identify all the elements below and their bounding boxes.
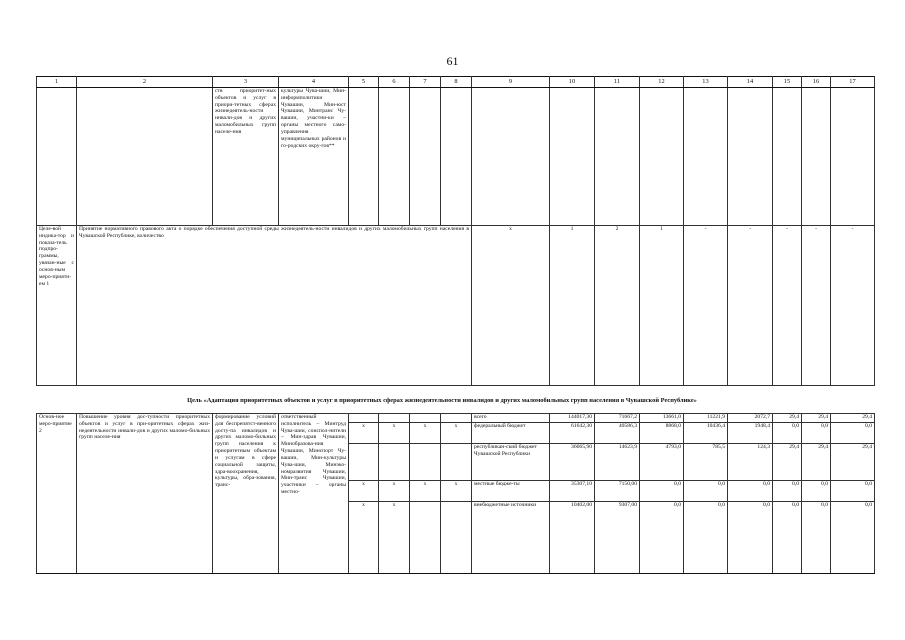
column-number: 13 bbox=[684, 77, 728, 88]
funding-value: 9307,00 bbox=[595, 502, 640, 574]
column-number: 17 bbox=[831, 77, 875, 88]
funding-value: 8868,0 bbox=[640, 423, 684, 444]
funding-source-name: внебюджетные источники bbox=[472, 502, 550, 574]
funding-value: 0,0 bbox=[728, 481, 773, 502]
indicator-value: - bbox=[831, 226, 875, 386]
column-number: 6 bbox=[379, 77, 410, 88]
column-number-row bbox=[37, 77, 875, 88]
column-number: 5 bbox=[349, 77, 379, 88]
funding-value: 0,0 bbox=[773, 502, 802, 574]
code-cell: х bbox=[441, 481, 472, 502]
funding-value: 29,4 bbox=[773, 444, 802, 481]
table-cell bbox=[773, 88, 802, 226]
code-cell bbox=[349, 444, 379, 481]
code-cell: х bbox=[379, 481, 410, 502]
code-cell bbox=[441, 414, 472, 423]
funding-value: 14623,9 bbox=[595, 444, 640, 481]
funding-value: 36665,90 bbox=[550, 444, 595, 481]
column-number: 16 bbox=[802, 77, 831, 88]
code-cell: х bbox=[379, 423, 410, 444]
activity-result-text: формирование условий для беспрепятст-венного досту-па инвалидов и других маломо-бильных групп населения к приоритетным объектам и услугам в сфере социальной защиты, здра-воохранения, культуры, обра-зования, транс- bbox=[213, 414, 279, 574]
table-cell bbox=[349, 88, 379, 226]
funding-value: 0,0 bbox=[684, 502, 728, 574]
column-number: 8 bbox=[441, 77, 472, 88]
activity-name: Повышение уровня дос-тупности приоритетных объектов и услуг в при-оритетных сферах жиз-недеятельности инвали-дов и других маломо-бильных групп населе-ния bbox=[77, 414, 213, 574]
code-cell bbox=[410, 444, 441, 481]
funding-value: 124,3 bbox=[728, 444, 773, 481]
activity-result-text: ств приоритет-ных объектов и услуг в приори-тетных сферах жизнедеятель-ности инвали-дов и других маломобильных групп населе-ния bbox=[213, 88, 279, 226]
table-cell bbox=[640, 88, 684, 226]
funding-value: 29,4 bbox=[831, 444, 875, 481]
funding-value: 29,4 bbox=[831, 414, 875, 423]
table-cell bbox=[379, 88, 410, 226]
funding-value: 1948,4 bbox=[728, 423, 773, 444]
funding-value: 0,0 bbox=[728, 502, 773, 574]
code-cell: х bbox=[349, 423, 379, 444]
code-cell bbox=[441, 444, 472, 481]
funding-source-name: местные бюдже-ты bbox=[472, 481, 550, 502]
indicator-value: 1 bbox=[550, 226, 595, 386]
funding-value: 0,0 bbox=[640, 502, 684, 574]
goal-caption: Цель «Адаптация приоритетных объектов и услуг в приоритетных сферах жизнедеятельности инвалидов и других маломобильных групп населения в Чувашской Республике» bbox=[187, 397, 697, 404]
indicator-value: - bbox=[684, 226, 728, 386]
funding-value: 10402,00 bbox=[550, 502, 595, 574]
funding-value: 0,0 bbox=[831, 502, 875, 574]
funding-value: 0,0 bbox=[802, 502, 831, 574]
funding-value: 40586,3 bbox=[595, 423, 640, 444]
code-cell: х bbox=[379, 502, 410, 574]
column-number: 12 bbox=[640, 77, 684, 88]
funding-value: 144017,30 bbox=[550, 414, 595, 423]
column-number: 10 bbox=[550, 77, 595, 88]
funding-value: 29,4 bbox=[802, 444, 831, 481]
funding-value: 13661,0 bbox=[640, 414, 684, 423]
funding-value: 71667,2 bbox=[595, 414, 640, 423]
indicator-row bbox=[37, 226, 875, 386]
code-cell: х bbox=[410, 481, 441, 502]
indicator-value: - bbox=[728, 226, 773, 386]
code-cell bbox=[410, 502, 441, 574]
program-table bbox=[36, 76, 875, 386]
funding-value: 10436,4 bbox=[684, 423, 728, 444]
funding-value: 29,4 bbox=[773, 414, 802, 423]
code-cell: х bbox=[349, 481, 379, 502]
executors-text: ответственный исполнитель – Минтруд Чува-шии, соиспол-нители – Мин-здрав Чувашии, Минобразова-ния Чувашии, Минспорт Чу-вашии, Мин-культуры Чува-шии, Минэко-номразвития Чувашии, Мин-транс Чувашии, участники – органы местно- bbox=[279, 414, 349, 574]
code-cell bbox=[379, 414, 410, 423]
column-number: 3 bbox=[213, 77, 279, 88]
indicator-text: Принятие нормативного правового акта о порядке обеспечения доступной среды жизнедеятель-ности инвалидов и других маломобильных групп населения в Чувашской Республике, количество bbox=[77, 226, 472, 386]
indicator-value: 1 bbox=[640, 226, 684, 386]
funding-value: 11221,9 bbox=[684, 414, 728, 423]
funding-value: 7150,00 bbox=[595, 481, 640, 502]
code-cell: х bbox=[410, 423, 441, 444]
table-cell bbox=[37, 88, 77, 226]
table-cell bbox=[595, 88, 640, 226]
funding-value: 0,0 bbox=[802, 481, 831, 502]
code-cell: х bbox=[441, 423, 472, 444]
column-number: 9 bbox=[472, 77, 550, 88]
table-cell bbox=[831, 88, 875, 226]
funding-value: 35307,10 bbox=[550, 481, 595, 502]
activity-table bbox=[36, 413, 875, 574]
code-cell bbox=[441, 502, 472, 574]
column-number: 1 bbox=[37, 77, 77, 88]
funding-value: 61642,30 bbox=[550, 423, 595, 444]
indicator-value: - bbox=[802, 226, 831, 386]
column-number: 11 bbox=[595, 77, 640, 88]
funding-value: 29,4 bbox=[802, 414, 831, 423]
executors-text: культуры Чува-шии, Мин-информполитики Чувашии, Мин-юст Чувашии, Минтранс Чу-вашии, участни-ки – органы местного само-управления муниципальных районов и го-родских окру-гов** bbox=[279, 88, 349, 226]
indicator-value: - bbox=[773, 226, 802, 386]
table-cell bbox=[550, 88, 595, 226]
code-cell bbox=[349, 414, 379, 423]
indicator-value: 2 bbox=[595, 226, 640, 386]
column-number: 15 bbox=[773, 77, 802, 88]
funding-value: 0,0 bbox=[773, 481, 802, 502]
table-cell bbox=[728, 88, 773, 226]
column-number: 4 bbox=[279, 77, 349, 88]
table-cell bbox=[802, 88, 831, 226]
funding-value: 0,0 bbox=[831, 423, 875, 444]
indicator-label: Целе-вой индика-тор и показа-тель подпро-граммы, увязан-ные с основ-ным меро-прияти-ем 1 bbox=[37, 226, 77, 386]
activity-label: Основ-ное меро-приятие 2 bbox=[37, 414, 77, 574]
code-cell: х bbox=[349, 502, 379, 574]
funding-row bbox=[37, 414, 875, 423]
table-cell bbox=[472, 88, 550, 226]
funding-value: 0,0 bbox=[684, 481, 728, 502]
code-cell bbox=[379, 444, 410, 481]
funding-source-name: федеральный бюджет bbox=[472, 423, 550, 444]
funding-value: 0,0 bbox=[773, 423, 802, 444]
column-number: 2 bbox=[77, 77, 213, 88]
funding-value: 0,0 bbox=[831, 481, 875, 502]
column-number: 7 bbox=[410, 77, 441, 88]
table-cell bbox=[77, 88, 213, 226]
funding-source-name: всего bbox=[472, 414, 550, 423]
table-cell bbox=[410, 88, 441, 226]
funding-value: 0,0 bbox=[640, 481, 684, 502]
funding-value: 0,0 bbox=[802, 423, 831, 444]
column-number: 14 bbox=[728, 77, 773, 88]
page-number: 61 bbox=[446, 54, 459, 68]
indicator-col9: х bbox=[472, 226, 550, 386]
funding-value: 2072,7 bbox=[728, 414, 773, 423]
table-cell bbox=[684, 88, 728, 226]
table-cell bbox=[441, 88, 472, 226]
code-cell bbox=[410, 414, 441, 423]
continuation-row bbox=[37, 88, 875, 226]
funding-value: 4793,0 bbox=[640, 444, 684, 481]
funding-value: 785,5 bbox=[684, 444, 728, 481]
funding-source-name: республикан-ский бюджет Чувашской Республики bbox=[472, 444, 550, 481]
